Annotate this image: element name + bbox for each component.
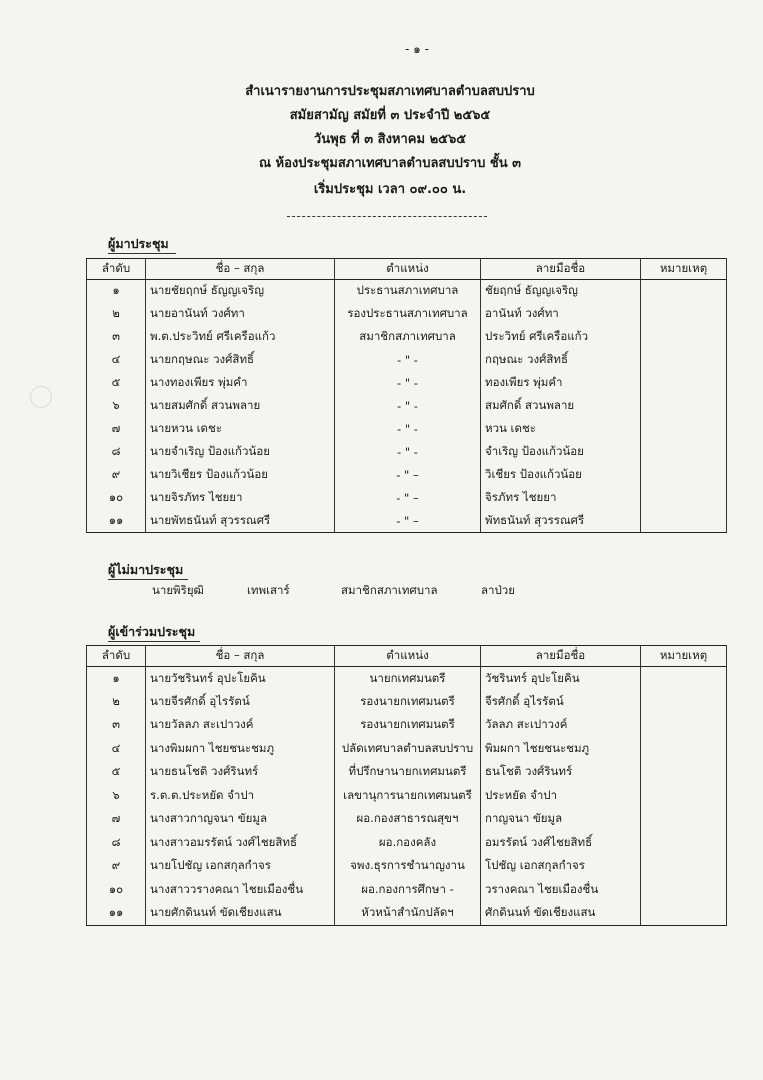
row-signature: อมรรัตน์ วงศ์ไชยสิทธิ์ xyxy=(481,831,641,855)
table-row xyxy=(87,855,727,879)
row-number: ๖ xyxy=(87,395,146,418)
participants-table xyxy=(86,645,727,926)
absentees-heading: ผู้ไม่มาประชุม xyxy=(108,562,184,577)
row-name: นายจีรศักดิ์ อุไรรัตน์ xyxy=(146,690,335,714)
row-number: ๘ xyxy=(87,831,146,855)
row-name: นายวัลลภ สะเปาวงค์ xyxy=(146,714,335,738)
doc-title-line-5: เริ่มประชุม เวลา ๐๙.๐๐ น. xyxy=(313,182,467,197)
table-row xyxy=(87,303,727,326)
participants-table-body xyxy=(87,667,727,926)
row-signature: วรางคณา ไชยเมืองชื่น xyxy=(481,878,641,902)
row-note xyxy=(641,714,727,738)
absentee-name: นายพิริยุฒิ xyxy=(152,583,204,597)
row-position: - " - xyxy=(335,349,481,372)
col-header-position: ตำแหน่ง xyxy=(335,646,481,667)
table-row xyxy=(87,690,727,714)
row-name: นายสมศักดิ์ สวนพลาย xyxy=(146,395,335,418)
col-header-note: หมายเหตุ xyxy=(641,646,727,667)
row-name: นายหวน เดชะ xyxy=(146,418,335,441)
table-row xyxy=(87,280,727,303)
row-name: นายวัชรินทร์ อุปะโยคิน xyxy=(146,667,335,691)
row-number: ๗ xyxy=(87,418,146,441)
row-number: ๕ xyxy=(87,761,146,785)
row-note xyxy=(641,510,727,533)
absentees-heading-underline xyxy=(108,579,188,580)
row-note xyxy=(641,464,727,487)
row-number: ๔ xyxy=(87,349,146,372)
row-name: นายจิรภัทร ไชยยา xyxy=(146,487,335,510)
row-name: นายโปชัญ เอกสกุลกำจร xyxy=(146,855,335,879)
row-signature: สมศักดิ์ สวนพลาย xyxy=(481,395,641,418)
table-row xyxy=(87,395,727,418)
row-note xyxy=(641,418,727,441)
row-name: นายชัยฤกษ์ ธัญญเจริญ xyxy=(146,280,335,303)
table-row xyxy=(87,878,727,902)
row-note xyxy=(641,667,727,691)
row-position: ที่ปรึกษานายกเทศมนตรี xyxy=(335,761,481,785)
row-position: ผอ.กองสาธารณสุขฯ xyxy=(335,808,481,832)
row-position: - " – xyxy=(335,510,481,533)
punch-hole-mark xyxy=(30,386,52,408)
col-header-signature: ลายมือชื่อ xyxy=(481,259,641,280)
attendees-heading: ผู้มาประชุม xyxy=(108,236,169,251)
row-position: ผอ.กองการศึกษา - xyxy=(335,878,481,902)
absentee-surname: เทพเสาร์ xyxy=(247,583,290,597)
row-signature: วิเชียร ป้องแก้วน้อย xyxy=(481,464,641,487)
table-row xyxy=(87,714,727,738)
col-header-note: หมายเหตุ xyxy=(641,259,727,280)
row-signature: วัลลภ สะเปาวงค์ xyxy=(481,714,641,738)
row-position: - " – xyxy=(335,487,481,510)
row-note xyxy=(641,326,727,349)
row-signature: พัทธนันท์ สุวรรณศรี xyxy=(481,510,641,533)
row-signature: ประหยัด จำปา xyxy=(481,784,641,808)
absentee-position: สมาชิกสภาเทศบาล xyxy=(341,583,438,597)
row-note xyxy=(641,902,727,926)
table-row xyxy=(87,487,727,510)
row-name: พ.ต.ประวิทย์ ศรีเครือแก้ว xyxy=(146,326,335,349)
row-note xyxy=(641,280,727,303)
col-header-no: ลำดับ xyxy=(87,646,146,667)
row-number: ๖ xyxy=(87,784,146,808)
row-number: ๑ xyxy=(87,280,146,303)
table-row xyxy=(87,784,727,808)
page-number: - ๑ - xyxy=(405,42,429,56)
participants-heading: ผู้เข้าร่วมประชุม xyxy=(108,624,196,639)
row-position: สมาชิกสภาเทศบาล xyxy=(335,326,481,349)
attendees-table xyxy=(86,258,727,533)
row-note xyxy=(641,808,727,832)
row-signature: จีรศักดิ์ อุไรรัตน์ xyxy=(481,690,641,714)
col-header-position: ตำแหน่ง xyxy=(335,259,481,280)
row-position: ประธานสภาเทศบาล xyxy=(335,280,481,303)
attendees-table-body xyxy=(87,280,727,533)
table-row xyxy=(87,737,727,761)
participants-heading-underline xyxy=(108,641,200,642)
table-row xyxy=(87,667,727,691)
table-row xyxy=(87,464,727,487)
row-note xyxy=(641,372,727,395)
row-number: ๔ xyxy=(87,737,146,761)
row-name: นายกฤษณะ วงศ์สิทธิ์ xyxy=(146,349,335,372)
row-signature: ศักดินนท์ ขัดเชียงแสน xyxy=(481,902,641,926)
row-position: - " – xyxy=(335,464,481,487)
col-header-name: ชื่อ – สกุล xyxy=(146,646,335,667)
row-signature: จำเริญ ป้องแก้วน้อย xyxy=(481,441,641,464)
row-name: นางสาวกาญจนา ขัยมูล xyxy=(146,808,335,832)
row-position: - " - xyxy=(335,418,481,441)
row-name: นายอานันท์ วงศ์ทา xyxy=(146,303,335,326)
col-header-signature: ลายมือชื่อ xyxy=(481,646,641,667)
attendees-table-header xyxy=(87,259,727,280)
row-position: นายกเทศมนตรี xyxy=(335,667,481,691)
row-position: จพง.ธุรการชำนาญงาน xyxy=(335,855,481,879)
participants-table-header xyxy=(87,646,727,667)
row-signature: ประวิทย์ ศรีเครือแก้ว xyxy=(481,326,641,349)
row-number: ๑ xyxy=(87,667,146,691)
table-row xyxy=(87,761,727,785)
row-name: นางทองเพียร พุ่มคำ xyxy=(146,372,335,395)
row-signature: หวน เดชะ xyxy=(481,418,641,441)
table-row xyxy=(87,372,727,395)
row-position: รองประธานสภาเทศบาล xyxy=(335,303,481,326)
row-signature: ชัยฤกษ์ ธัญญเจริญ xyxy=(481,280,641,303)
row-position: รองนายกเทศมนตรี xyxy=(335,714,481,738)
row-note xyxy=(641,303,727,326)
table-row xyxy=(87,441,727,464)
row-name: นางสาววรางคณา ไชยเมืองชื่น xyxy=(146,878,335,902)
row-position: - " - xyxy=(335,395,481,418)
row-note xyxy=(641,441,727,464)
row-number: ๗ xyxy=(87,808,146,832)
row-name: นายธนโชติ วงศ์รินทร์ xyxy=(146,761,335,785)
row-name: นายศักดินนท์ ขัดเชียงแสน xyxy=(146,902,335,926)
row-name: นายพัทธนันท์ สุวรรณศรี xyxy=(146,510,335,533)
row-position: - " - xyxy=(335,372,481,395)
row-name: นางพิมผกา ไชยชนะชมภู xyxy=(146,737,335,761)
table-row xyxy=(87,326,727,349)
row-signature: จิรภัทร ไชยยา xyxy=(481,487,641,510)
row-position: ปลัดเทศบาลตำบลสบปราบ xyxy=(335,737,481,761)
row-note xyxy=(641,761,727,785)
row-signature: อานันท์ วงศ์ทา xyxy=(481,303,641,326)
title-divider xyxy=(287,216,487,217)
row-number: ๒ xyxy=(87,303,146,326)
row-note xyxy=(641,784,727,808)
row-position: เลขานุการนายกเทศมนตรี xyxy=(335,784,481,808)
doc-title-line-3: วันพุธ ที่ ๓ สิงหาคม ๒๕๖๕ xyxy=(313,132,467,147)
row-number: ๓ xyxy=(87,714,146,738)
row-name: ร.ต.ต.ประหยัด จำปา xyxy=(146,784,335,808)
col-header-name: ชื่อ – สกุล xyxy=(146,259,335,280)
row-signature: กฤษณะ วงศ์สิทธิ์ xyxy=(481,349,641,372)
row-number: ๑๑ xyxy=(87,510,146,533)
doc-title-line-2: สมัยสามัญ สมัยที่ ๓ ประจำปี ๒๕๖๕ xyxy=(289,108,491,123)
table-row xyxy=(87,349,727,372)
row-position: รองนายกเทศมนตรี xyxy=(335,690,481,714)
row-signature: กาญจนา ขัยมูล xyxy=(481,808,641,832)
row-number: ๒ xyxy=(87,690,146,714)
col-header-no: ลำดับ xyxy=(87,259,146,280)
row-number: ๑๐ xyxy=(87,487,146,510)
row-position: หัวหน้าสำนักปลัดฯ xyxy=(335,902,481,926)
row-signature: ทองเพียร พุ่มคำ xyxy=(481,372,641,395)
absentee-reason: ลาป่วย xyxy=(481,583,516,597)
table-row xyxy=(87,418,727,441)
row-number: ๘ xyxy=(87,441,146,464)
row-number: ๑๐ xyxy=(87,878,146,902)
table-row xyxy=(87,831,727,855)
row-signature: วัชรินทร์ อุปะโยคิน xyxy=(481,667,641,691)
row-name: นายจำเริญ ป้องแก้วน้อย xyxy=(146,441,335,464)
doc-title-line-1: สำเนารายงานการประชุมสภาเทศบาลตำบลสบปราบ xyxy=(245,84,535,99)
row-note xyxy=(641,395,727,418)
row-note xyxy=(641,878,727,902)
row-number: ๓ xyxy=(87,326,146,349)
row-number: ๑๑ xyxy=(87,902,146,926)
row-note xyxy=(641,831,727,855)
row-note xyxy=(641,349,727,372)
doc-title-line-4: ณ ห้องประชุมสภาเทศบาลตำบลสบปราบ ชั้น ๓ xyxy=(258,156,522,171)
row-position: ผอ.กองคลัง xyxy=(335,831,481,855)
row-name: นายวิเชียร ป้องแก้วน้อย xyxy=(146,464,335,487)
row-name: นางสาวอมรรัตน์ วงศ์ไชยสิทธิ์ xyxy=(146,831,335,855)
row-signature: ธนโชติ วงศ์รินทร์ xyxy=(481,761,641,785)
attendees-heading-underline xyxy=(108,253,176,254)
row-note xyxy=(641,855,727,879)
row-note xyxy=(641,690,727,714)
table-row xyxy=(87,902,727,926)
table-row xyxy=(87,510,727,533)
table-row xyxy=(87,808,727,832)
row-signature: โปชัญ เอกสกุลกำจร xyxy=(481,855,641,879)
row-number: ๕ xyxy=(87,372,146,395)
row-signature: พิมผกา ไชยชนะชมภู xyxy=(481,737,641,761)
row-position: - " - xyxy=(335,441,481,464)
row-note xyxy=(641,737,727,761)
row-number: ๙ xyxy=(87,855,146,879)
row-number: ๙ xyxy=(87,464,146,487)
row-note xyxy=(641,487,727,510)
